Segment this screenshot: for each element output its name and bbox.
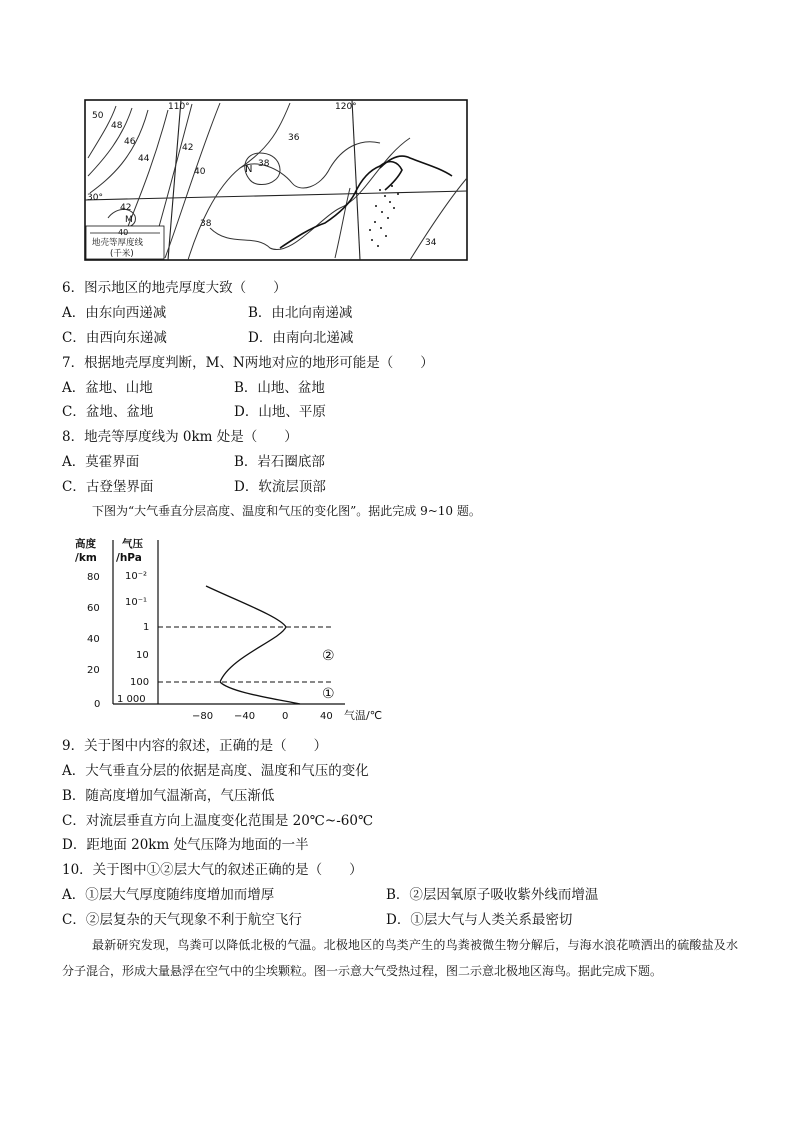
question-8-option-d[interactable]: D．软流层顶部 (234, 479, 326, 495)
question-7-option-d[interactable]: D．山地、平原 (234, 404, 326, 420)
height-axis-unit: /km (75, 552, 97, 564)
pressure-axis-label: 气压 (122, 538, 143, 550)
temp-tick: −40 (234, 711, 256, 722)
temp-tick: −80 (192, 711, 214, 722)
point-n: N (245, 164, 253, 175)
question-6-option-d[interactable]: D．由南向北递减 (248, 330, 354, 346)
pressure-tick: 10 (136, 650, 149, 661)
contour-label: 34 (425, 238, 437, 248)
final-paragraph: 最新研究发现，鸟粪可以降低北极的气温。北极地区的鸟类产生的鸟粪被微生物分解后，与海水浪花喷洒出的硫酸盐及水分子混合，形成大量悬浮在空气中的尘埃颗粒。图一示意大气受热过程，图二示意北极地区海鸟。据此完成下题。 (62, 938, 738, 978)
question-7-option-b[interactable]: B．山地、盆地 (234, 380, 325, 396)
question-10-stem: 10．关于图中①②层大气的叙述正确的是（ ） (62, 862, 363, 878)
question-10-option-d[interactable]: D．①层大气与人类关系最密切 (386, 912, 573, 928)
question-9-option-d[interactable]: D．距地面 20km 处气压降为地面的一半 (62, 837, 309, 853)
question-6-option-a[interactable]: A．由东向西递减 (62, 305, 167, 321)
crust-thickness-map (80, 98, 472, 264)
question-10-option-c[interactable]: C．②层复杂的天气现象不利于航空飞行 (62, 912, 302, 928)
height-tick: 60 (87, 603, 100, 614)
temperature-curve (206, 586, 300, 704)
height-axis-label: 高度 (75, 538, 96, 550)
height-tick: 20 (87, 665, 100, 676)
lat-label-30: 30° (87, 193, 103, 203)
legend-value: 40 (118, 228, 129, 237)
question-9-option-c[interactable]: C．对流层垂直方向上温度变化范围是 20℃~-60℃ (62, 813, 374, 829)
question-9-stem: 9．关于图中内容的叙述，正确的是（ ） (62, 738, 328, 754)
point-m-value: 42 (120, 203, 132, 213)
question-7-option-c[interactable]: C．盆地、盆地 (62, 404, 154, 420)
intro-9-10: 下图为“大气垂直分层高度、温度和气压的变化图”。据此完成 9~10 题。 (92, 504, 481, 518)
temp-axis-label: 气温/℃ (344, 709, 383, 722)
height-tick: 40 (87, 634, 100, 645)
layer-label-2: ② (322, 648, 335, 664)
question-6-option-b[interactable]: B．由北向南递减 (248, 305, 353, 321)
pressure-tick: 1 000 (117, 694, 146, 705)
point-m: M (125, 215, 133, 225)
legend-line1: 地壳等厚度线 (92, 238, 144, 248)
contour-label: 50 (92, 111, 104, 121)
contour-label: 48 (111, 121, 123, 131)
pressure-tick: 10⁻² (125, 571, 148, 582)
temp-tick: 0 (282, 711, 289, 722)
question-7-option-a[interactable]: A．盆地、山地 (62, 380, 153, 396)
contour-label: 36 (288, 133, 300, 143)
pressure-tick: 10⁻¹ (125, 597, 148, 608)
atmosphere-vertical-chart (70, 532, 410, 724)
question-7-stem: 7．根据地壳厚度判断，M、N两地对应的地形可能是（ ） (62, 355, 434, 371)
question-8-option-b[interactable]: B．岩石圈底部 (234, 454, 325, 470)
contour-label: 40 (194, 167, 206, 177)
contour-label: 38 (200, 219, 212, 229)
contour-label: 46 (124, 137, 136, 147)
legend-line2: (千米) (110, 249, 134, 259)
pressure-tick: 1 (143, 622, 150, 633)
question-8-stem: 8．地壳等厚度线为 0km 处是（ ） (62, 429, 298, 445)
map-legend (86, 226, 164, 259)
height-tick: 0 (94, 699, 101, 710)
layer-label-1: ① (322, 686, 335, 702)
question-9-option-a[interactable]: A．大气垂直分层的依据是高度、温度和气压的变化 (62, 763, 369, 779)
temp-tick: 40 (320, 711, 333, 722)
contour-label: 42 (182, 143, 194, 153)
height-tick: 80 (87, 572, 100, 583)
pressure-axis-unit: /hPa (116, 552, 142, 564)
point-n-value: 38 (258, 159, 270, 169)
question-8-option-c[interactable]: C．古登堡界面 (62, 479, 154, 495)
contour-label: 44 (138, 154, 150, 164)
question-9-option-b[interactable]: B．随高度增加气温渐高，气压渐低 (62, 788, 275, 804)
lon-label-110: 110° (168, 102, 190, 112)
question-6-stem: 6．图示地区的地壳厚度大致（ ） (62, 280, 287, 296)
pressure-tick: 100 (130, 677, 150, 688)
question-10-option-b[interactable]: B．②层因氧原子吸收紫外线而增温 (386, 887, 599, 903)
question-8-option-a[interactable]: A．莫霍界面 (62, 454, 140, 470)
question-6-option-c[interactable]: C．由西向东递减 (62, 330, 167, 346)
question-10-option-a[interactable]: A．①层大气厚度随纬度增加而增厚 (62, 887, 275, 903)
lon-label-120: 120° (335, 102, 357, 112)
